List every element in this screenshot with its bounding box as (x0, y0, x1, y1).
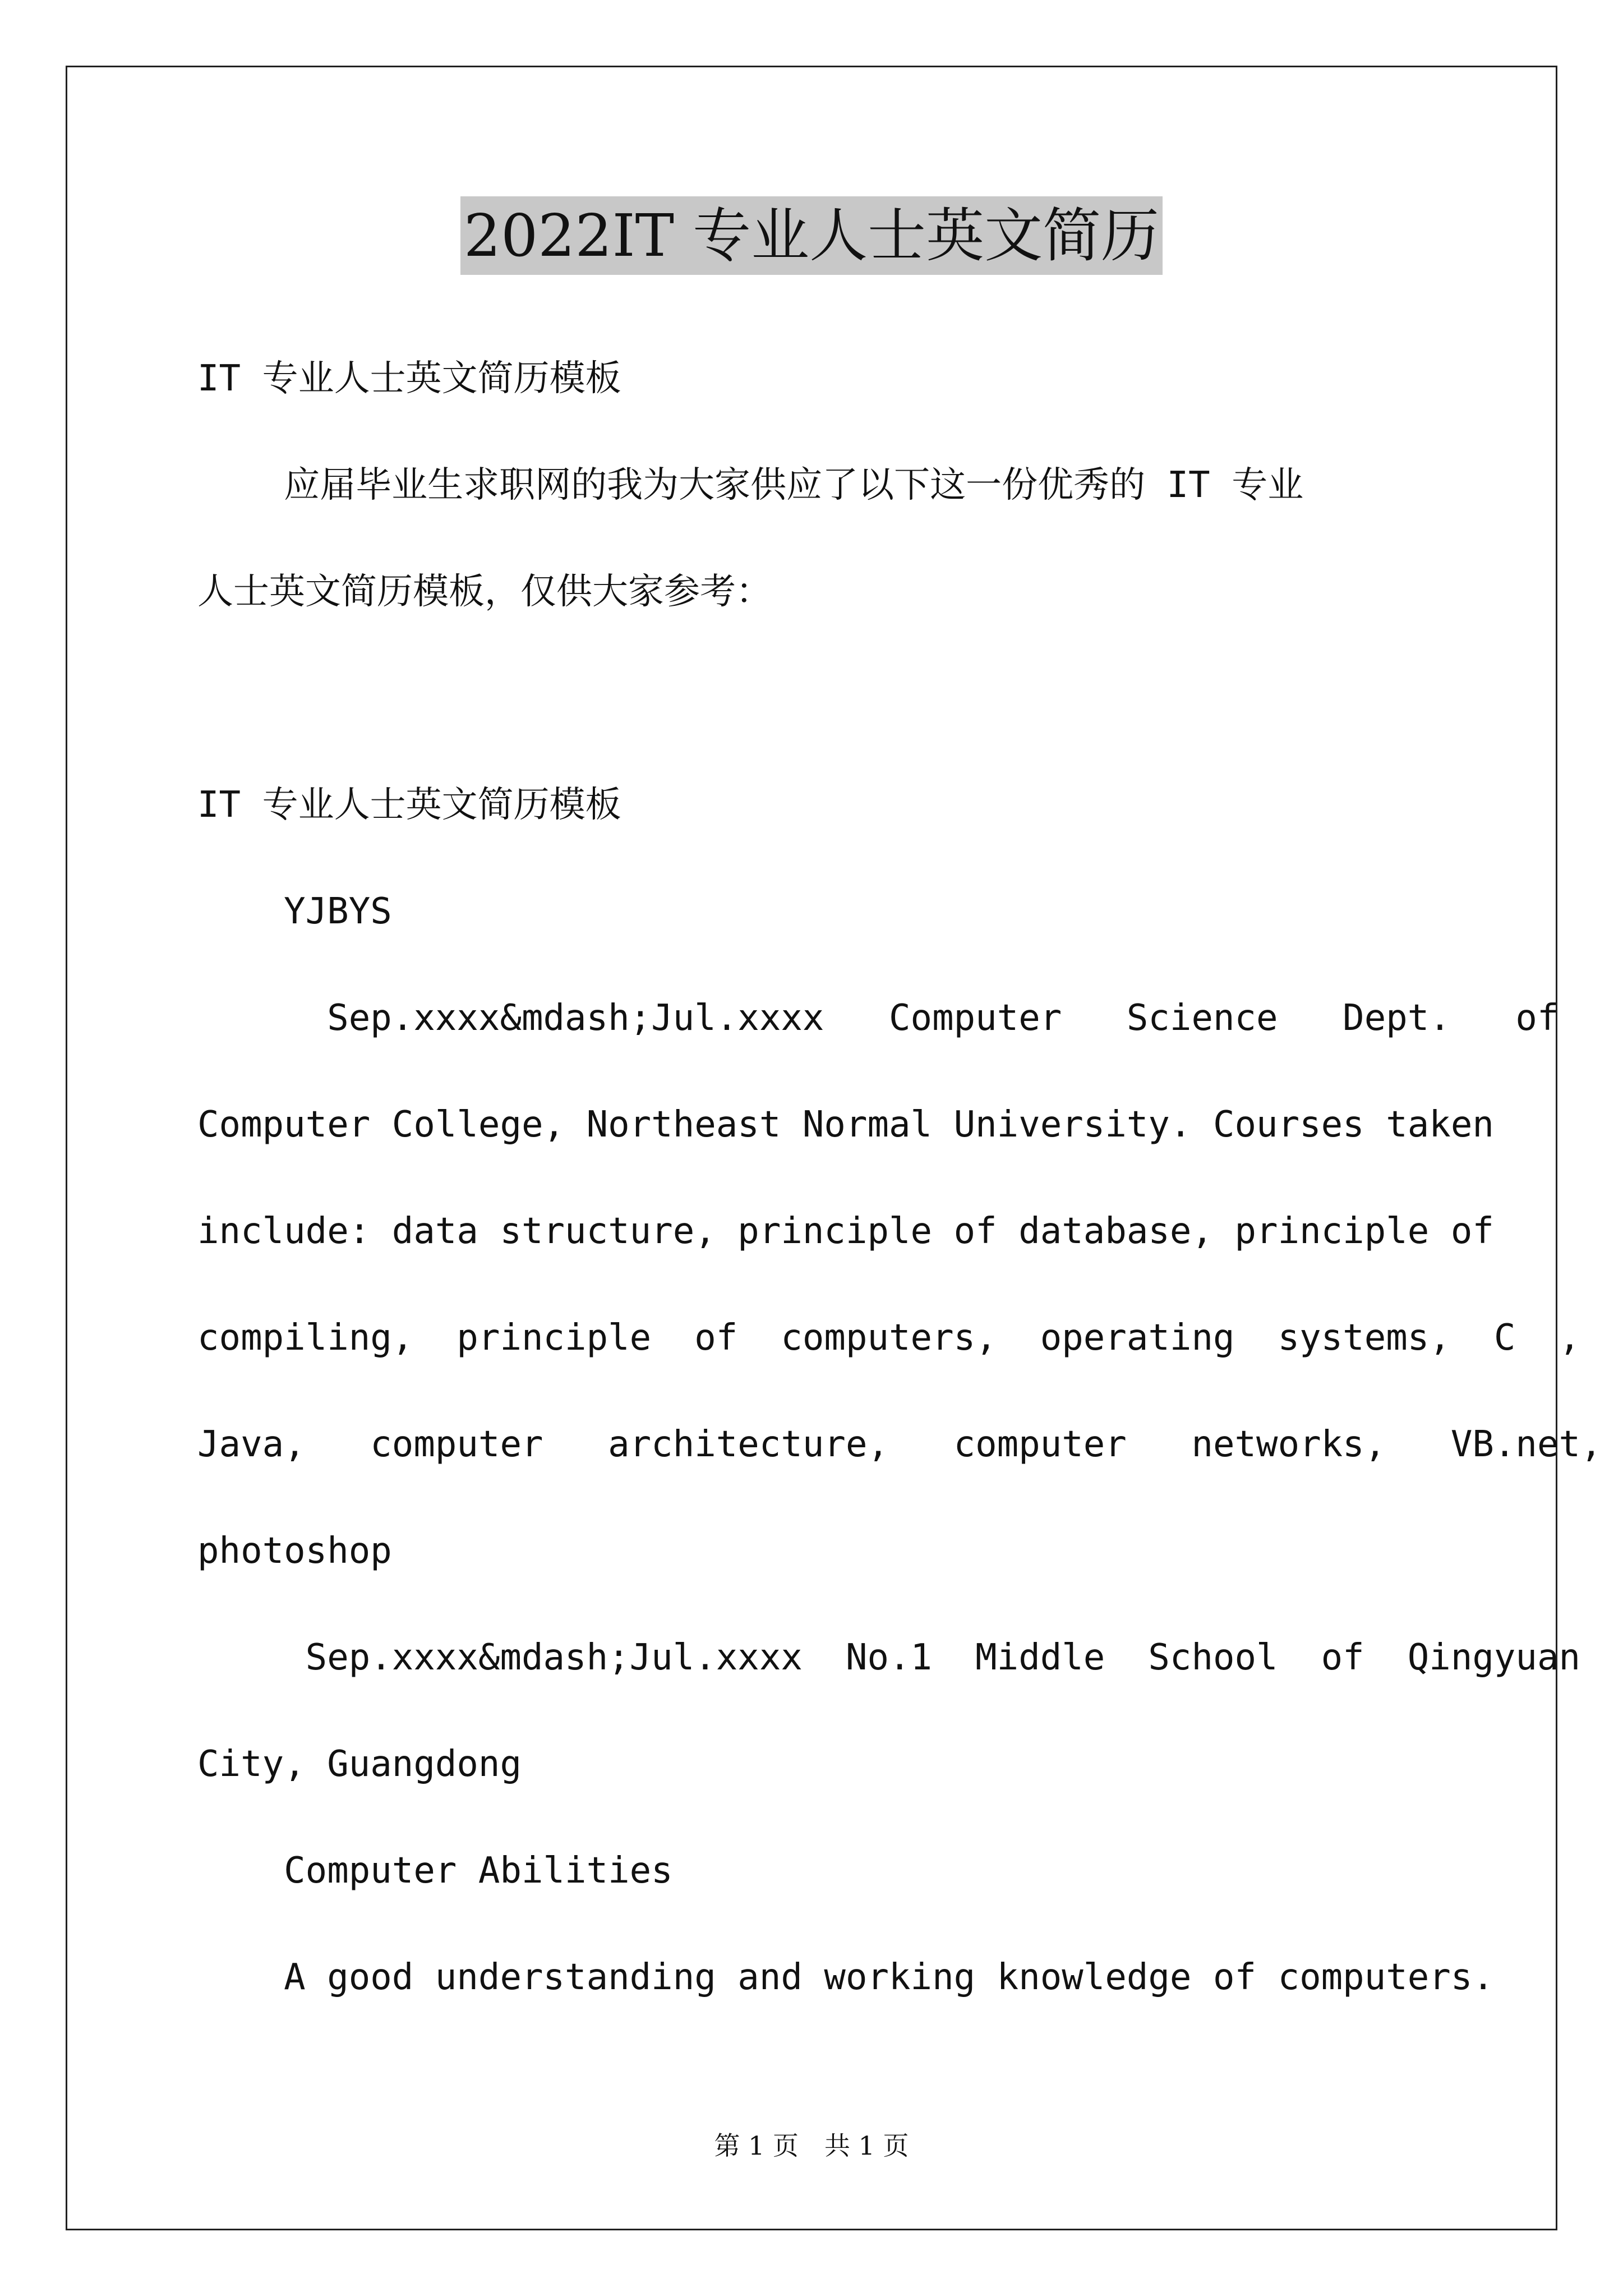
intro-line-2: 人士英文简历模板，仅供大家参考： (197, 571, 772, 613)
total-pages: 共 1 页 (824, 2131, 909, 2161)
education-line-8: City, Guangdong (197, 1743, 522, 1785)
education-line-7: Sep.xxxx&mdash;Jul.xxxx No.1 Middle School of Qingyuan (197, 1637, 1580, 1678)
section-heading-2: IT 专业人士英文简历模板 (197, 784, 621, 826)
education-line-2: Computer College, Northeast Normal University. Courses taken (197, 1104, 1494, 1145)
page-number: 第 1 页 (714, 2131, 799, 2161)
document-title: 2022IT 专业人士英文简历 (460, 196, 1163, 275)
section-heading-1: IT 专业人士英文简历模板 (197, 358, 621, 399)
skills-heading: Computer Abilities (197, 1850, 673, 1892)
brand-line: YJBYS (197, 891, 392, 932)
education-line-5: Java, computer architecture, computer networks, VB.net, (197, 1424, 1602, 1465)
education-line-1: Sep.xxxx&mdash;Jul.xxxx Computer Science Dept. of (197, 997, 1559, 1039)
title-container (0, 196, 1623, 275)
intro-line-1: 应届毕业生求职网的我为大家供应了以下这一份优秀的 IT 专业 (197, 464, 1304, 506)
education-line-4: compiling, principle of computers, operating systems, C , (197, 1317, 1580, 1359)
page-footer (0, 2129, 1623, 2162)
education-line-3: include: data structure, principle of database, principle of (197, 1211, 1494, 1252)
education-line-6: photoshop (197, 1530, 392, 1572)
skills-line-1: A good understanding and working knowledge of computers. (197, 1957, 1494, 1998)
